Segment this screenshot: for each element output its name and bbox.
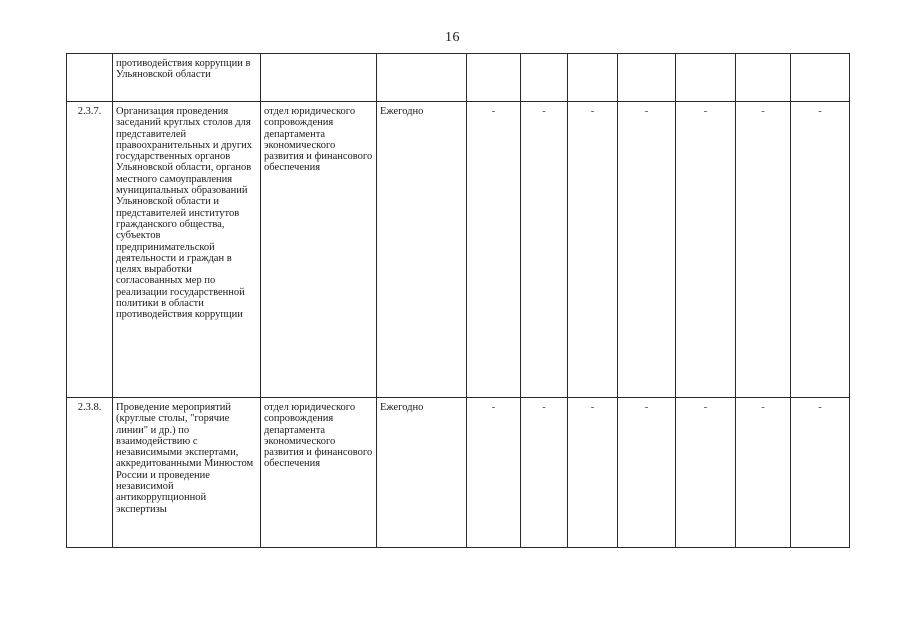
execution-term: [377, 54, 467, 102]
value-cell: -: [791, 102, 850, 398]
event-title: противодействия коррупции в Ульяновской области: [113, 54, 261, 102]
value-cell: -: [791, 398, 850, 548]
value-cell: -: [676, 398, 736, 548]
row-number: 2.3.8.: [67, 398, 113, 548]
value-cell: [791, 54, 850, 102]
execution-term: Ежегодно: [377, 398, 467, 548]
page-number: 16: [445, 30, 460, 45]
value-cell: -: [736, 102, 791, 398]
event-title: Организация проведения заседаний круглых столов для представителей правоохранительных и других государственных органов Ульяновской области, органов местного самоуправления муниципальных образований Ульяновской области и представителей институтов гражданского общества, субъектов предпринимательской деятельности и граждан в целях выработки согласованных мер по реализации государственной политики в области противодействия коррупции: [113, 102, 261, 398]
value-cell: -: [736, 398, 791, 548]
value-cell: [521, 54, 568, 102]
value-cell: -: [467, 398, 521, 548]
table-row: [67, 54, 850, 102]
row-number: [67, 54, 113, 102]
value-cell: -: [521, 398, 568, 548]
value-cell: -: [568, 398, 618, 548]
value-cell: [736, 54, 791, 102]
value-cell: [618, 54, 676, 102]
value-cell: [467, 54, 521, 102]
responsible-executor: [261, 54, 377, 102]
responsible-executor: отдел юридического сопровождения департамента экономического развития и финансового обеспечения: [261, 398, 377, 548]
execution-term: Ежегодно: [377, 102, 467, 398]
value-cell: -: [676, 102, 736, 398]
value-cell: -: [521, 102, 568, 398]
value-cell: -: [467, 102, 521, 398]
table-row: [67, 102, 850, 398]
table-row: [67, 398, 850, 548]
value-cell: -: [568, 102, 618, 398]
value-cell: [568, 54, 618, 102]
value-cell: -: [618, 398, 676, 548]
value-cell: -: [618, 102, 676, 398]
value-cell: [676, 54, 736, 102]
row-number: 2.3.7.: [67, 102, 113, 398]
event-title: Проведение мероприятий (круглые столы, "горячие линии" и др.) по взаимодействию с независимыми экспертами, аккредитованными Минюстом России и проведение независимой антикоррупционной экспертизы: [113, 398, 261, 548]
responsible-executor: отдел юридического сопровождения департамента экономического развития и финансового обеспечения: [261, 102, 377, 398]
plan-table: [66, 53, 850, 548]
